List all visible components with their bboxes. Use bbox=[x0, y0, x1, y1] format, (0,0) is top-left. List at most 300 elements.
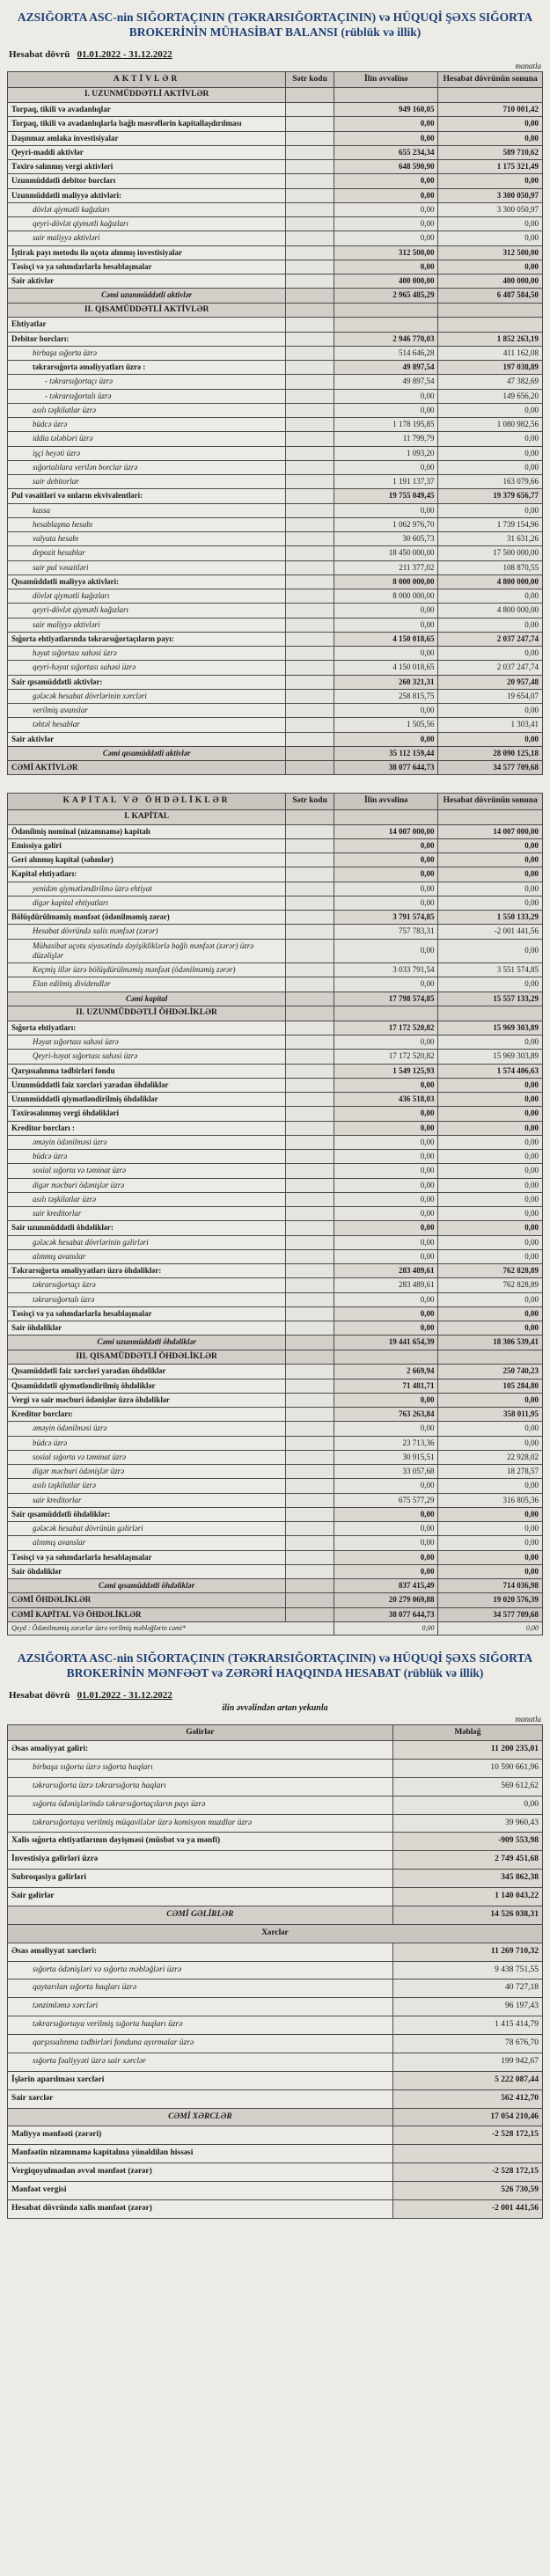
row-value-end: 197 038,89 bbox=[438, 361, 543, 375]
table-row bbox=[8, 1998, 543, 2016]
row-label: verilmiş avanslar bbox=[8, 704, 286, 718]
row-label: sair kreditorlar bbox=[8, 1493, 286, 1507]
row-label: sığortalılara verilən borclar üzrə bbox=[8, 460, 286, 474]
row-label: III. QISAMÜDDƏTLİ ÖHDƏLİKLƏR bbox=[8, 1350, 286, 1365]
row-value-end: 0,00 bbox=[438, 174, 543, 188]
row-code bbox=[286, 260, 334, 274]
table-row bbox=[8, 231, 543, 245]
row-value-end: 18 306 539,41 bbox=[438, 1336, 543, 1350]
table-row bbox=[8, 2108, 543, 2126]
table-row bbox=[8, 1961, 543, 1980]
row-value-start: 38 077 644,73 bbox=[334, 761, 438, 775]
row-label: qeyri-dövlət qiymətli kağızları bbox=[8, 217, 286, 231]
row-value-start: 0,00 bbox=[334, 853, 438, 867]
row-value-end: 1 080 982,56 bbox=[438, 418, 543, 432]
row-value-end: 20 957,48 bbox=[438, 675, 543, 689]
row-code bbox=[286, 1278, 334, 1292]
row-value-start: 18 450 000,00 bbox=[334, 546, 438, 560]
row-value: 39 960,43 bbox=[392, 1814, 542, 1833]
row-value-end: 1 739 154,96 bbox=[438, 517, 543, 531]
row-value-end: 0,00 bbox=[438, 853, 543, 867]
row-code bbox=[286, 1336, 334, 1350]
row-value-start: 30 915,51 bbox=[334, 1450, 438, 1464]
row-value-end: 0,00 bbox=[438, 1235, 543, 1249]
row-value-start: 1 191 137,37 bbox=[334, 475, 438, 489]
row-value-start: 0,00 bbox=[334, 1422, 438, 1436]
table-row bbox=[8, 1607, 543, 1621]
row-value-start: 1 093,20 bbox=[334, 446, 438, 460]
row-value-end: 14 007 000,00 bbox=[438, 824, 543, 838]
assets-header-start: İlin əvvəlinə bbox=[334, 71, 438, 87]
balance-period-value: 01.01.2022 - 31.12.2022 bbox=[77, 48, 172, 60]
row-value-end bbox=[438, 809, 543, 824]
row-label: Qısamüddətli faiz xərcləri yaradan öhdəliklər bbox=[8, 1365, 286, 1379]
row-value: 5 222 087,44 bbox=[392, 2071, 542, 2089]
row-value: 10 590 661,96 bbox=[392, 1759, 542, 1777]
row-value-end: 0,00 bbox=[438, 1093, 543, 1107]
row-value-end: 19 020 576,39 bbox=[438, 1593, 543, 1607]
row-value-start: 648 590,90 bbox=[334, 160, 438, 174]
table-row bbox=[8, 604, 543, 618]
row-value-end: 0,00 bbox=[438, 704, 543, 718]
row-value-end bbox=[438, 318, 543, 332]
table-row bbox=[8, 289, 543, 303]
table-row bbox=[8, 1579, 543, 1593]
row-label: Kapital ehtiyatları: bbox=[8, 867, 286, 882]
row-value-start: 0,00 bbox=[334, 1564, 438, 1578]
row-value-end: 34 577 709,68 bbox=[438, 1607, 543, 1621]
table-row bbox=[8, 1741, 543, 1760]
row-code bbox=[286, 546, 334, 560]
table-row bbox=[8, 1078, 543, 1092]
row-label: Vergiqoyulmadan əvvəl mənfəət (zərər) bbox=[8, 2163, 393, 2182]
table-row bbox=[8, 103, 543, 117]
row-value-start: 0,00 bbox=[334, 1121, 438, 1135]
table-row bbox=[8, 1621, 543, 1635]
row-label: asılı təşkilatlar üzrə bbox=[8, 1192, 286, 1206]
row-code bbox=[286, 1379, 334, 1393]
equity-header-start: İlin əvvəlinə bbox=[334, 794, 438, 809]
balance-currency-note: manatla bbox=[515, 61, 541, 70]
row-code bbox=[286, 1593, 334, 1607]
row-label: gələcək hesabat dövrlərinin gəlirləri bbox=[8, 1235, 286, 1249]
row-value-start: 0,00 bbox=[334, 389, 438, 403]
equity-header-end: Hesabat dövrünün sonuna bbox=[438, 794, 543, 809]
row-value-end bbox=[438, 1350, 543, 1365]
row-value-start: 0,00 bbox=[334, 618, 438, 632]
table-row bbox=[8, 992, 543, 1006]
row-label: Ödənilmiş nominal (nizamnamə) kapitalı bbox=[8, 824, 286, 838]
row-value-start: 0,00 bbox=[334, 1292, 438, 1306]
row-code bbox=[286, 1450, 334, 1464]
pnl-table bbox=[7, 1724, 543, 2219]
row-code bbox=[286, 1107, 334, 1121]
row-value-start: 0,00 bbox=[334, 117, 438, 131]
row-label: birbaşa sığorta üzrə sığorta haqları bbox=[8, 1759, 393, 1777]
table-row bbox=[8, 131, 543, 145]
row-label: əməyin ödənilməsi üzrə bbox=[8, 1135, 286, 1149]
assets-header-label: AKTİVLƏR bbox=[8, 71, 286, 87]
row-label: büdcə üzrə bbox=[8, 1436, 286, 1450]
row-value-start: 514 646,28 bbox=[334, 346, 438, 360]
row-code bbox=[286, 460, 334, 474]
row-code bbox=[286, 332, 334, 346]
row-value: 569 612,62 bbox=[392, 1777, 542, 1796]
table-row bbox=[8, 460, 543, 474]
row-code bbox=[286, 1507, 334, 1521]
row-code bbox=[286, 1064, 334, 1078]
row-value: 96 197,43 bbox=[392, 1998, 542, 2016]
row-value-end: 4 800 000,00 bbox=[438, 574, 543, 589]
row-label: Həyat sığortası sahəsi üzrə bbox=[8, 1036, 286, 1050]
row-value-end: 0,00 bbox=[438, 446, 543, 460]
row-code bbox=[286, 1264, 334, 1278]
table-row bbox=[8, 1107, 543, 1121]
table-row bbox=[8, 1906, 543, 1924]
row-code bbox=[286, 375, 334, 389]
row-label: Sair aktivlər bbox=[8, 274, 286, 289]
row-value: 526 730,59 bbox=[392, 2182, 542, 2200]
row-value-end: 19 379 656,77 bbox=[438, 489, 543, 503]
row-value-start: 0,00 bbox=[334, 1192, 438, 1206]
row-value: 1 140 043,22 bbox=[392, 1888, 542, 1906]
row-label: qeyri-həyat sığortası sahəsi üzrə bbox=[8, 661, 286, 675]
table-row bbox=[8, 1924, 543, 1943]
row-value-end: 400 000,00 bbox=[438, 274, 543, 289]
row-label: sığorta ödənişləri və sığorta məbləğləri üzrə bbox=[8, 1961, 393, 1980]
row-value: 199 942,67 bbox=[392, 2053, 542, 2071]
row-label: Əsas əməliyyat xərcləri: bbox=[8, 1943, 393, 1961]
table-row bbox=[8, 145, 543, 159]
row-value-end: 47 382,69 bbox=[438, 375, 543, 389]
row-value-end: 0,00 bbox=[438, 867, 543, 882]
row-value-end: 0,00 bbox=[438, 732, 543, 746]
row-value-start: 0,00 bbox=[334, 1522, 438, 1536]
row-label: CƏMİ XƏRCLƏR bbox=[8, 2108, 393, 2126]
row-code bbox=[286, 1078, 334, 1092]
row-value-end: 1 852 263,19 bbox=[438, 332, 543, 346]
row-code bbox=[286, 661, 334, 675]
row-value-end: 0,00 bbox=[438, 1621, 543, 1635]
row-code bbox=[286, 1150, 334, 1164]
row-value-start: 0,00 bbox=[334, 1306, 438, 1321]
table-row bbox=[8, 217, 543, 231]
row-code bbox=[286, 1522, 334, 1536]
row-value-start: 0,00 bbox=[334, 732, 438, 746]
row-value-start: 0,00 bbox=[334, 1479, 438, 1493]
row-label: sığorta fəaliyyəti üzrə sair xərclər bbox=[8, 2053, 393, 2071]
equity-header-label: KAPİTAL VƏ ÖHDƏLİKLƏR bbox=[8, 794, 286, 809]
table-row bbox=[8, 1178, 543, 1192]
table-row bbox=[8, 2163, 543, 2182]
row-value-end: 0,00 bbox=[438, 1536, 543, 1550]
row-value: -909 553,98 bbox=[392, 1833, 542, 1851]
table-row bbox=[8, 761, 543, 775]
row-label: Keçmiş illər üzrə bölüşdürülməmiş mənfəət (ödənilməmiş zərər) bbox=[8, 963, 286, 977]
row-code bbox=[286, 604, 334, 618]
row-value-end: 0,00 bbox=[438, 1507, 543, 1521]
table-row bbox=[8, 1207, 543, 1221]
row-label: sığorta ödənişlərində təkrarsığortaçıların payı üzrə bbox=[8, 1796, 393, 1814]
table-row bbox=[8, 202, 543, 216]
table-row bbox=[8, 661, 543, 675]
row-value-start: 0,00 bbox=[334, 503, 438, 517]
row-label: həyat sığortası sahəsi üzrə bbox=[8, 647, 286, 661]
pnl-period-label: Hesabat dövrü bbox=[9, 1689, 70, 1701]
row-value-start: 0,00 bbox=[334, 704, 438, 718]
row-value-start: 17 798 574,85 bbox=[334, 992, 438, 1006]
row-value-start: 3 033 791,54 bbox=[334, 963, 438, 977]
row-value-start: 211 377,02 bbox=[334, 560, 438, 574]
row-code bbox=[286, 1493, 334, 1507]
row-code bbox=[286, 103, 334, 117]
table-row bbox=[8, 963, 543, 977]
row-value-end: 0,00 bbox=[438, 1107, 543, 1121]
row-value: 11 200 235,01 bbox=[392, 1741, 542, 1760]
row-label: büdcə üzrə bbox=[8, 1150, 286, 1164]
row-value: 78 676,70 bbox=[392, 2035, 542, 2053]
row-label: İşlərin aparılması xərcləri bbox=[8, 2071, 393, 2089]
row-value-start: 2 946 770,03 bbox=[334, 332, 438, 346]
row-code bbox=[286, 1564, 334, 1578]
row-label: Geri alınmış kapital (səhmlər) bbox=[8, 853, 286, 867]
table-row bbox=[8, 824, 543, 838]
row-value-start: 19 755 049,45 bbox=[334, 489, 438, 503]
row-code bbox=[286, 977, 334, 992]
row-label: Sair öhdəliklər bbox=[8, 1321, 286, 1336]
row-value-start: 19 441 654,39 bbox=[334, 1336, 438, 1350]
row-value-start: 0,00 bbox=[334, 460, 438, 474]
row-value-end: 1 303,41 bbox=[438, 718, 543, 732]
row-value: 11 269 710,32 bbox=[392, 1943, 542, 1961]
row-value-end: 0,00 bbox=[438, 231, 543, 245]
row-value-end: 316 805,36 bbox=[438, 1493, 543, 1507]
row-code bbox=[286, 963, 334, 977]
row-value-end: 0,00 bbox=[438, 1036, 543, 1050]
row-value-end: 4 800 000,00 bbox=[438, 604, 543, 618]
row-value: 562 412,70 bbox=[392, 2089, 542, 2108]
row-value-start: 8 000 000,00 bbox=[334, 589, 438, 604]
row-value-start: 20 279 069,88 bbox=[334, 1593, 438, 1607]
table-row bbox=[8, 1493, 543, 1507]
row-label: iddia tələbləri üzrə bbox=[8, 432, 286, 446]
row-code bbox=[286, 160, 334, 174]
row-code bbox=[286, 318, 334, 332]
row-label: asılı təşkilatlar üzrə bbox=[8, 1479, 286, 1493]
row-value-start: 0,00 bbox=[334, 1221, 438, 1235]
row-value: 0,00 bbox=[392, 1796, 542, 1814]
row-label: alınmış avanslar bbox=[8, 1249, 286, 1263]
row-value-end: 1 574 406,63 bbox=[438, 1064, 543, 1078]
table-row bbox=[8, 1350, 543, 1365]
row-label: Təxirə salınmış vergi aktivləri bbox=[8, 160, 286, 174]
row-code bbox=[286, 1221, 334, 1235]
row-value-start: 258 815,75 bbox=[334, 689, 438, 703]
row-value-end: 0,00 bbox=[438, 896, 543, 910]
row-value-start: 0,00 bbox=[334, 174, 438, 188]
row-code bbox=[286, 1408, 334, 1422]
table-row bbox=[8, 1192, 543, 1206]
row-label: gələcək hesabat dövrlərinin xərcləri bbox=[8, 689, 286, 703]
row-label: Bölüşdürülməmiş mənfəət (ödənilməmiş zərər) bbox=[8, 911, 286, 925]
table-row bbox=[8, 1379, 543, 1393]
row-value-end: 22 928,02 bbox=[438, 1450, 543, 1464]
row-value-end: 0,00 bbox=[438, 647, 543, 661]
table-row bbox=[8, 88, 543, 103]
row-code bbox=[286, 992, 334, 1006]
row-value-start: 0,00 bbox=[334, 604, 438, 618]
row-code bbox=[286, 896, 334, 910]
row-code bbox=[286, 1393, 334, 1407]
row-label: Mühasibat uçotu siyasətində dəyişikliklərlə bağlı mənfəət (zərər) üzrə düzəlişlər bbox=[8, 939, 286, 963]
table-row bbox=[8, 418, 543, 432]
row-value-start: 0,00 bbox=[334, 1107, 438, 1121]
table-row bbox=[8, 2199, 543, 2218]
row-label: birbaşa sığorta üzrə bbox=[8, 346, 286, 360]
row-value-start: 49 897,54 bbox=[334, 361, 438, 375]
row-value-start: 17 172 520,82 bbox=[334, 1050, 438, 1064]
row-value-start: 0,00 bbox=[334, 1178, 438, 1192]
row-value-end: 0,00 bbox=[438, 1321, 543, 1336]
table-row bbox=[8, 1036, 543, 1050]
row-value-end: 0,00 bbox=[438, 1207, 543, 1221]
row-value-start: 11 799,79 bbox=[334, 432, 438, 446]
row-label: Qeyri-həyat sığortası sahəsi üzrə bbox=[8, 1050, 286, 1064]
table-row bbox=[8, 532, 543, 546]
assets-header-end: Hesabat dövrünün sonuna bbox=[438, 71, 543, 87]
table-row bbox=[8, 2182, 543, 2200]
row-value-start: 655 234,34 bbox=[334, 145, 438, 159]
row-code bbox=[286, 1321, 334, 1336]
row-code bbox=[286, 231, 334, 245]
row-value-end: 312 500,00 bbox=[438, 245, 543, 260]
row-value-start: 0,00 bbox=[334, 1036, 438, 1050]
row-code bbox=[286, 574, 334, 589]
assets-header-row bbox=[8, 71, 543, 87]
row-value: 40 727,18 bbox=[392, 1980, 542, 1998]
table-row bbox=[8, 1306, 543, 1321]
row-value-end: 0,00 bbox=[438, 977, 543, 992]
row-value-start: 0,00 bbox=[334, 882, 438, 896]
row-value-start: 757 783,31 bbox=[334, 925, 438, 939]
table-row bbox=[8, 1408, 543, 1422]
row-label: Əsas əməliyyat gəliri: bbox=[8, 1741, 393, 1760]
table-row bbox=[8, 1150, 543, 1164]
row-code bbox=[286, 475, 334, 489]
row-value-start: 0,00 bbox=[334, 1249, 438, 1263]
row-value-end: 2 037 247,74 bbox=[438, 632, 543, 646]
row-label: gələcək hesabat dövrünün gəlirləri bbox=[8, 1522, 286, 1536]
row-code bbox=[286, 188, 334, 202]
table-row bbox=[8, 1777, 543, 1796]
row-value-start: 0,00 bbox=[334, 1164, 438, 1178]
row-label: I. KAPİTAL bbox=[8, 809, 286, 824]
table-row bbox=[8, 1536, 543, 1550]
row-value-start: 1 178 195,85 bbox=[334, 418, 438, 432]
row-value-start: 35 112 159,44 bbox=[334, 746, 438, 760]
row-value-start bbox=[334, 1006, 438, 1021]
table-row bbox=[8, 503, 543, 517]
row-value: -2 528 172,15 bbox=[392, 2163, 542, 2182]
row-value-end: 0,00 bbox=[438, 1564, 543, 1578]
table-row bbox=[8, 647, 543, 661]
row-value-end: 0,00 bbox=[438, 1192, 543, 1206]
row-value: 17 054 210,46 bbox=[392, 2108, 542, 2126]
row-code bbox=[286, 145, 334, 159]
row-label: Sair uzunmüddətli öhdəliklər: bbox=[8, 1221, 286, 1235]
row-label: CƏMİ AKTİVLƏR bbox=[8, 761, 286, 775]
row-value-start: 0,00 bbox=[334, 1321, 438, 1336]
row-value-end: 0,00 bbox=[438, 1522, 543, 1536]
row-value-start bbox=[334, 318, 438, 332]
table-row bbox=[8, 1436, 543, 1450]
table-row bbox=[8, 188, 543, 202]
row-label: Təxirəsalınmış vergi öhdəlikləri bbox=[8, 1107, 286, 1121]
pnl-header-amount: Məbləğ bbox=[392, 1724, 542, 1740]
row-code bbox=[286, 1536, 334, 1550]
row-code bbox=[286, 1465, 334, 1479]
table-row bbox=[8, 2016, 543, 2035]
row-label: Hesabat dövründə xalis mənfəət (zərər) bbox=[8, 2199, 393, 2218]
row-value-start: 23 713,36 bbox=[334, 1436, 438, 1450]
row-value-end: 18 278,57 bbox=[438, 1465, 543, 1479]
row-code bbox=[286, 389, 334, 403]
row-code bbox=[286, 939, 334, 963]
table-row bbox=[8, 375, 543, 389]
table-row bbox=[8, 1393, 543, 1407]
row-value-end: 589 710,62 bbox=[438, 145, 543, 159]
row-value-start: 3 791 574,85 bbox=[334, 911, 438, 925]
row-value-start: 0,00 bbox=[334, 131, 438, 145]
row-value: 345 862,38 bbox=[392, 1870, 542, 1888]
equity-header-row bbox=[8, 794, 543, 809]
table-row bbox=[8, 1593, 543, 1607]
row-value-end bbox=[438, 303, 543, 318]
row-code bbox=[286, 446, 334, 460]
table-row bbox=[8, 1888, 543, 1906]
row-code bbox=[286, 1036, 334, 1050]
row-code bbox=[286, 560, 334, 574]
row-value-end: 0,00 bbox=[438, 1422, 543, 1436]
row-value: 14 526 038,31 bbox=[392, 1906, 542, 1924]
row-label: Sair gəlirlər bbox=[8, 1888, 393, 1906]
row-value-end: 0,00 bbox=[438, 589, 543, 604]
row-value-end: 31 631,26 bbox=[438, 532, 543, 546]
table-row bbox=[8, 574, 543, 589]
balance-period-line bbox=[9, 49, 541, 60]
row-value-end: 15 969 303,89 bbox=[438, 1021, 543, 1035]
row-code bbox=[286, 418, 334, 432]
row-label: Uzunmüddətli faiz xərcləri yaradan öhdəliklər bbox=[8, 1078, 286, 1092]
row-label: Ehtiyatlar bbox=[8, 318, 286, 332]
balance-period-label: Hesabat dövrü bbox=[9, 48, 70, 60]
table-row bbox=[8, 1980, 543, 1998]
row-value-end: 2 037 247,74 bbox=[438, 661, 543, 675]
row-value-start: 312 500,00 bbox=[334, 245, 438, 260]
table-row bbox=[8, 318, 543, 332]
row-label: Cəmi qısamüddətli aktivlər bbox=[8, 746, 286, 760]
row-value-start: 0,00 bbox=[334, 838, 438, 853]
row-value-start: 0,00 bbox=[334, 403, 438, 417]
row-label: CƏMİ GƏLİRLƏR bbox=[8, 1906, 393, 1924]
row-code bbox=[286, 1050, 334, 1064]
row-value-end: 0,00 bbox=[438, 503, 543, 517]
row-label: yenidən qiymətləndirilmə üzrə ehtiyat bbox=[8, 882, 286, 896]
table-row bbox=[8, 618, 543, 632]
table-row bbox=[8, 432, 543, 446]
row-label: Cəmi kapital bbox=[8, 992, 286, 1006]
row-value-end: 762 828,89 bbox=[438, 1278, 543, 1292]
